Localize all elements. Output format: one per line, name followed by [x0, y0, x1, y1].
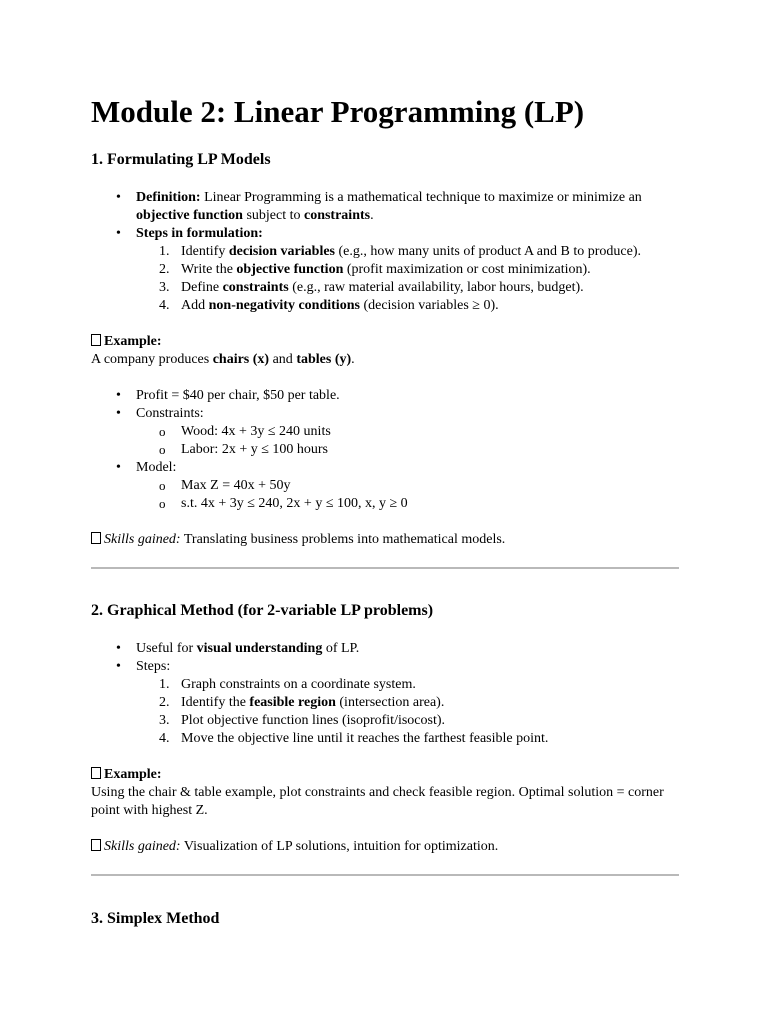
step-number: 1.: [159, 244, 170, 259]
skills-label: Skills gained:: [104, 532, 181, 547]
definition-text-3: .: [370, 208, 374, 223]
definition-text-2: subject to: [242, 208, 304, 223]
step-number: 3.: [159, 280, 170, 295]
step-text: Define: [181, 280, 223, 295]
section-1-list: [91, 189, 679, 315]
step-term: objective function: [236, 262, 344, 277]
section-1-heading: 1. Formulating LP Models: [91, 151, 271, 168]
step-item: [159, 676, 679, 694]
section-2-heading: 2. Graphical Method (for 2-variable LP problems): [91, 602, 434, 619]
model-line: o Max Z = 40x + 50y: [181, 477, 679, 495]
skills-text: Visualization of LP solutions, intuition for optimization.: [180, 839, 499, 854]
constraint-item: o Wood: 4x + 3y ≤ 240 units: [181, 423, 679, 441]
step-number: 3.: [159, 713, 170, 728]
placeholder-glyph-icon: [91, 334, 101, 346]
example-term-chairs: chairs (x): [212, 352, 270, 367]
step-text-post: (e.g., how many units of product A and B to produce).: [335, 244, 642, 259]
steps-item: [136, 225, 679, 315]
step-term: decision variables: [228, 244, 335, 259]
example-heading: [91, 766, 679, 784]
example-intro: [91, 351, 679, 369]
example-intro-text: A company produces: [91, 352, 213, 367]
example-label: Example:: [104, 334, 162, 349]
example-term-tables: tables (y): [296, 352, 352, 367]
profit-item: • Profit = $40 per chair, $50 per table.: [136, 387, 679, 405]
model-list: [136, 477, 679, 513]
steps-item: [136, 658, 679, 748]
step-text: Write the: [181, 262, 237, 277]
constraint-item: o Labor: 2x + y ≤ 100 hours: [181, 441, 679, 459]
example-label: Example:: [104, 767, 162, 782]
section-3-heading: 3. Simplex Method: [91, 910, 220, 927]
placeholder-glyph-icon: [91, 839, 101, 851]
steps-list: [136, 676, 679, 748]
definition-text: Linear Programming is a mathematical technique to maximize or minimize an: [200, 190, 642, 205]
step-text: Move the objective line until it reaches the farthest feasible point.: [181, 731, 549, 746]
step-text: Graph constraints on a coordinate system.: [181, 677, 416, 692]
step-text: Add: [181, 298, 209, 313]
constraints-item: [136, 405, 679, 459]
constraints-list: [136, 423, 679, 459]
step-item: [159, 712, 679, 730]
step-item: [159, 730, 679, 748]
step-item: [159, 297, 679, 315]
document-content: [91, 92, 679, 929]
skills-gained: [91, 531, 679, 549]
steps-label: Steps in formulation:: [136, 226, 263, 241]
step-number: 1.: [159, 677, 170, 692]
placeholder-glyph-icon: [91, 532, 101, 544]
step-item: [159, 279, 679, 297]
model-item: [136, 459, 679, 513]
example-intro-text-2: and: [269, 352, 297, 367]
example-text: Using the chair & table example, plot constraints and check feasible region. Optimal solution = corner point with highest Z.: [91, 785, 664, 818]
step-term: non-negativity conditions: [208, 298, 360, 313]
step-term: feasible region: [249, 695, 336, 710]
step-number: 4.: [159, 731, 170, 746]
definition-term-constraints: constraints: [303, 208, 371, 223]
skills-label: Skills gained:: [104, 839, 181, 854]
step-number: 4.: [159, 298, 170, 313]
step-text-post: (profit maximization or cost minimization).: [343, 262, 591, 277]
definition-item: [136, 189, 679, 225]
steps-label: Steps:: [136, 659, 171, 674]
steps-list: [136, 243, 679, 315]
definition-term-objective: objective function: [136, 208, 243, 223]
step-text-post: (e.g., raw material availability, labor hours, budget).: [288, 280, 584, 295]
useful-item: [136, 640, 679, 658]
definition-label: Definition:: [136, 190, 201, 205]
example-heading: [91, 333, 679, 351]
step-number: 2.: [159, 262, 170, 277]
step-item: [159, 243, 679, 261]
step-text: Plot objective function lines (isoprofit/isocost).: [181, 713, 446, 728]
constraints-label: Constraints:: [136, 406, 204, 421]
model-line: o s.t. 4x + 3y ≤ 240, 2x + y ≤ 100, x, y ≥ 0: [181, 495, 679, 513]
example-list: [91, 387, 679, 513]
step-text-post: (intersection area).: [335, 695, 445, 710]
step-item: [159, 261, 679, 279]
example-intro-text-3: .: [351, 352, 355, 367]
placeholder-glyph-icon: [91, 767, 101, 779]
skills-gained: [91, 838, 679, 856]
useful-text-post: of LP.: [322, 641, 360, 656]
step-text-post: (decision variables ≥ 0).: [359, 298, 499, 313]
step-item: [159, 694, 679, 712]
section-2-list: [91, 640, 679, 748]
skills-text: Translating business problems into mathematical models.: [180, 532, 506, 547]
useful-text: Useful for: [136, 641, 197, 656]
model-label: Model:: [136, 460, 177, 475]
step-number: 2.: [159, 695, 170, 710]
step-text: Identify: [181, 244, 229, 259]
page-title: Module 2: Linear Programming (LP): [91, 94, 585, 129]
step-term: constraints: [222, 280, 289, 295]
step-text: Identify the: [181, 695, 250, 710]
useful-term: visual understanding: [196, 641, 323, 656]
